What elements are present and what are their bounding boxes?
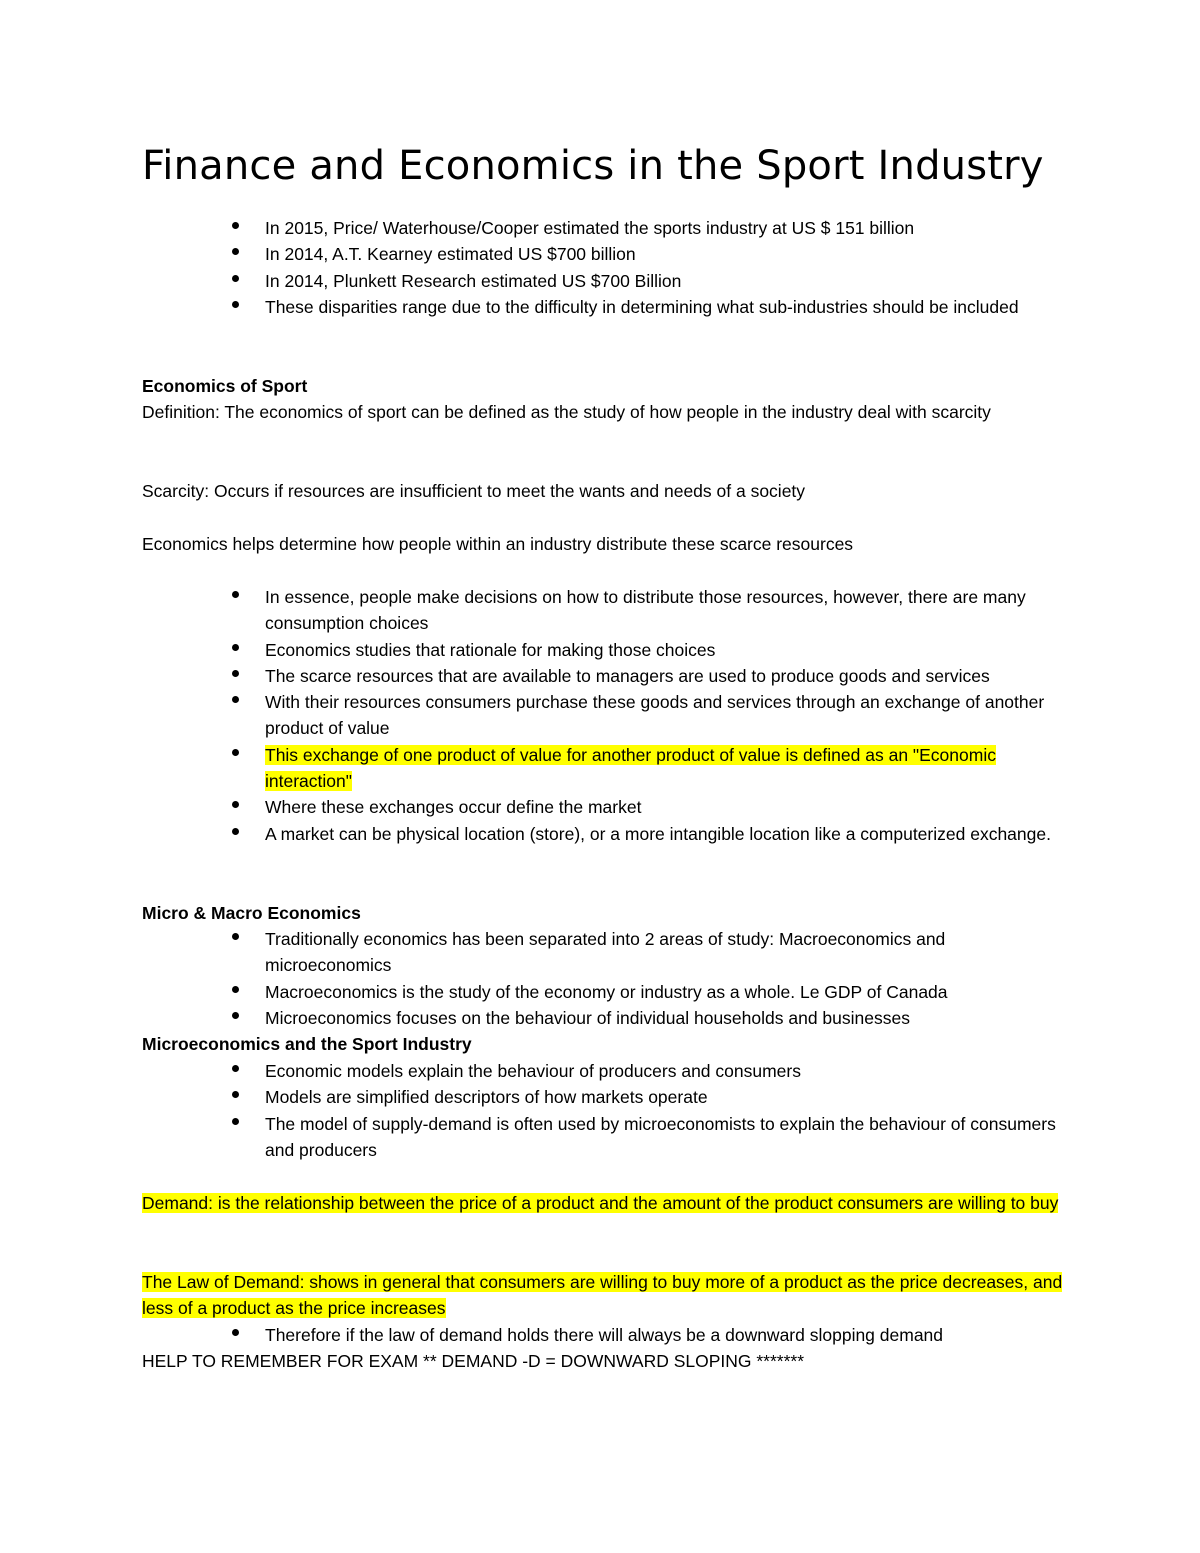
highlighted-text: This exchange of one product of value for another product of value is defined as an "Economic interaction": [265, 744, 996, 792]
list-item: Therefore if the law of demand holds there will always be a downward slopping demand: [265, 1322, 1075, 1348]
highlighted-text: Demand: is the relationship between the price of a product and the amount of the product consumers are willing to buy: [142, 1193, 1059, 1213]
micro-sport-bullet-list: [265, 1058, 1075, 1163]
scarcity-paragraph: Scarcity: Occurs if resources are insufficient to meet the wants and needs of a society: [142, 481, 806, 501]
section-heading-economics: Economics of Sport: [142, 376, 308, 396]
law-of-demand: [142, 1269, 1072, 1322]
list-item: Models are simplified descriptors of how markets operate: [265, 1084, 1075, 1110]
list-item: The scarce resources that are available to managers are used to produce goods and services: [265, 663, 1075, 689]
section-heading-micro-macro: Micro & Macro Economics: [142, 903, 361, 923]
law-bullet-list: [265, 1322, 1075, 1348]
list-item: With their resources consumers purchase these goods and services through an exchange of another product of value: [265, 689, 1075, 742]
list-item: Economic models explain the behaviour of producers and consumers: [265, 1058, 1075, 1084]
list-item: Where these exchanges occur define the market: [265, 794, 1075, 820]
document-title: Finance and Economics in the Sport Industry: [142, 143, 1044, 189]
list-item: A market can be physical location (store), or a more intangible location like a computerized exchange.: [265, 821, 1075, 847]
micro-macro-bullet-list: [265, 926, 1075, 1031]
list-item: In 2014, Plunkett Research estimated US $700 Billion: [265, 268, 1075, 294]
definition-paragraph: Definition: The economics of sport can be defined as the study of how people in the industry deal with scarcity: [142, 402, 991, 422]
exam-note: HELP TO REMEMBER FOR EXAM ** DEMAND -D = DOWNWARD SLOPING *******: [142, 1351, 805, 1371]
list-item: Microeconomics focuses on the behaviour of individual households and businesses: [265, 1005, 1075, 1031]
list-item: Traditionally economics has been separated into 2 areas of study: Macroeconomics and microeconomics: [265, 926, 1075, 979]
list-item: In 2015, Price/ Waterhouse/Cooper estimated the sports industry at US $ 151 billion: [265, 215, 1075, 241]
list-item: In 2014, A.T. Kearney estimated US $700 billion: [265, 241, 1075, 267]
highlighted-text: The Law of Demand: shows in general that consumers are willing to buy more of a product as the price decreases, and less of a product as the price increases: [142, 1272, 1063, 1319]
list-item: In essence, people make decisions on how to distribute those resources, however, there are many consumption choices: [265, 584, 1075, 637]
section-heading-micro-sport: Microeconomics and the Sport Industry: [142, 1034, 472, 1054]
list-item-highlighted: [265, 742, 1075, 795]
list-item: Economics studies that rationale for making those choices: [265, 637, 1075, 663]
economics-helps-paragraph: Economics helps determine how people within an industry distribute these scarce resources: [142, 534, 854, 554]
list-item: These disparities range due to the difficulty in determining what sub-industries should be included: [265, 294, 1075, 320]
list-item: The model of supply-demand is often used by microeconomists to explain the behaviour of consumers and producers: [265, 1111, 1075, 1164]
intro-bullet-list: [265, 215, 1075, 320]
list-item: Macroeconomics is the study of the economy or industry as a whole. Le GDP of Canada: [265, 979, 1075, 1005]
demand-definition: [142, 1190, 1072, 1216]
economics-bullet-list: [265, 584, 1075, 847]
